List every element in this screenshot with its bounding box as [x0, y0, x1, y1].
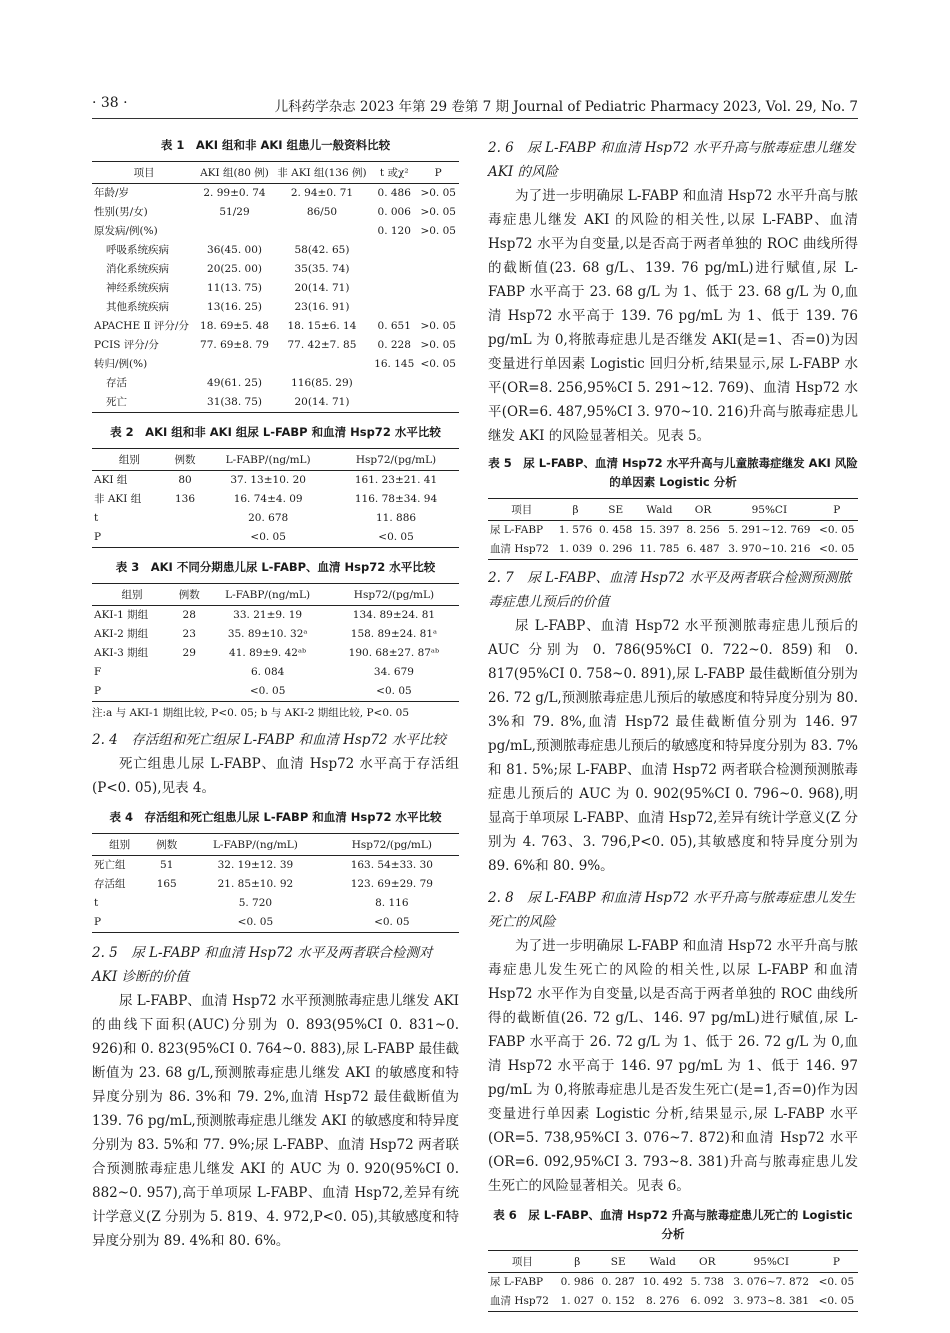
table4-header-cell: L-FABP/(ng/mL)	[186, 834, 324, 856]
left-column	[92, 132, 459, 1253]
table4-cell	[147, 913, 186, 933]
table6-header-cell: P	[815, 1251, 858, 1273]
table1-cell: 13(16. 25)	[207, 301, 262, 313]
section-2-7-title: 2. 7 尿 L-FABP、血清 Hsp72 水平及两者联合检测预测脓毒症患儿预后的价值	[488, 570, 852, 610]
table-row	[92, 471, 459, 491]
table5-header-cell: 95%CI	[723, 499, 816, 521]
table1-cell: 年龄/岁	[94, 187, 130, 199]
table3-cell: 134. 89±24. 81	[352, 609, 436, 621]
table5-header-cell: P	[816, 499, 858, 521]
table6-header-cell: β	[557, 1251, 598, 1273]
table-row	[92, 317, 459, 336]
table3-cell: 28	[182, 609, 196, 621]
header-rule	[92, 118, 858, 119]
table4-cell: 21. 85±10. 92	[217, 878, 294, 890]
table1-cell: 0. 486	[377, 187, 411, 199]
table1-cell: 原发病/例(%)	[94, 225, 158, 237]
table3-header-cell: 例数	[172, 584, 206, 606]
table-row	[92, 184, 459, 204]
table2-cell: 16. 74±4. 09	[233, 493, 303, 505]
table-row	[92, 490, 459, 509]
table1-cell: >0. 05	[420, 187, 456, 199]
table6-cell: 6. 092	[687, 1292, 728, 1312]
table4-cell: 165	[156, 878, 177, 890]
table3-header-cell: Hsp72/(pg/mL)	[329, 584, 459, 606]
table-row	[92, 644, 459, 663]
table2-cell: 非 AKI 组	[94, 493, 142, 505]
table6-cell: <0. 05	[815, 1292, 858, 1312]
table1-cell: 77. 42±7. 85	[287, 339, 357, 351]
table5-cell: 3. 970~10. 216	[723, 540, 816, 560]
table5-cell: 11. 785	[636, 540, 683, 560]
table1-cell: 0. 006	[377, 206, 411, 218]
table1-cell: 转归/例(%)	[94, 358, 148, 370]
table5-cell: 尿 L-FABP	[490, 524, 544, 536]
table3-cell	[172, 663, 206, 682]
table6-header-cell: 95%CI	[728, 1251, 815, 1273]
table2-header-cell: 组别	[92, 449, 167, 471]
table-row	[92, 856, 459, 876]
table1-cell: 呼吸系统疾病	[106, 244, 169, 256]
section-2-5-text: 尿 L-FABP、血清 Hsp72 水平预测脓毒症患儿继发 AKI 的曲线下面积(AUC)分别为 0. 893(95%CI 0. 831~0. 926)和 0. 823(95%CI 0. 764~0. 883),尿 L-FABP 最佳截断值为 23. 68 g/L,预测脓毒症患儿继发 AKI 的敏感度和特异度分别为 86. 3%和 79. 2%,血清 Hsp72 最佳截断值为 139. 76 pg/mL,预测脓毒症患儿继发 AKI 的敏感度和特异度分别为 83. 5%和 77. 9%;尿 L-FABP、血清 Hsp72 两者联合预测脓毒症患儿继发 AKI 的 AUC 为 0. 920(95%CI 0. 882~0. 957),高于单项尿 L-FABP、血清 Hsp72,差异有统计学意义(Z 分别为 5. 819、4. 972,P<0. 05),其敏感度和特异度分别为 89. 4%和 80. 6%。	[92, 993, 459, 1249]
table5-header-cell: SE	[596, 499, 636, 521]
table5-cell: 6. 487	[683, 540, 723, 560]
table-row	[92, 393, 459, 413]
table2-cell: 20. 678	[248, 512, 289, 524]
table1-cell	[417, 260, 459, 279]
table5	[488, 498, 858, 560]
table2-header-cell: 例数	[167, 449, 203, 471]
table1-cell	[371, 241, 417, 260]
table2-cell	[167, 509, 203, 528]
table1-cell: 2. 99±0. 74	[203, 187, 266, 199]
table-row	[92, 355, 459, 374]
section-2-7-text: 尿 L-FABP、血清 Hsp72 水平预测脓毒症患儿预后的 AUC 分别为 0. 786(95%CI 0. 722~0. 859)和 0. 817(95%CI 0. 758~0. 891),尿 L-FABP 最佳截断值分别为 26. 72 g/L,预测脓毒症患儿预后的敏感度和特异度分别为 80. 3%和 79. 8%,血清 Hsp72 最佳截断值分别为 146. 97 pg/mL,预测脓毒症患儿预后的敏感度和特异度分别为 83. 7%和 81. 5%;尿 L-FABP、血清 Hsp72 两者联合检测预测脓毒症患儿预后的 AUC 为 0. 902(95%CI 0. 796~0. 968),明显高于单项尿 L-FABP、血清 Hsp72,差异有统计学意义(Z 分别为 4. 763、3. 796,P<0. 05),其敏感度和特异度分别为 89. 6%和 80. 9%。	[488, 618, 858, 874]
table-row	[92, 875, 459, 894]
table2-cell	[167, 528, 203, 548]
table6-cell: 3. 973~8. 381	[728, 1292, 815, 1312]
table6-cell: 0. 287	[601, 1276, 635, 1288]
table3-cell: <0. 05	[329, 682, 459, 702]
table-row	[488, 540, 858, 560]
table1-cell: PCIS 评分/分	[94, 339, 159, 351]
table1-cell: 86/50	[306, 206, 338, 218]
table1-cell: APACHE Ⅱ 评分/分	[94, 320, 189, 332]
table1-cell	[417, 241, 459, 260]
table1-cell: >0. 05	[420, 320, 456, 332]
table1-cell: 31(38. 75)	[196, 393, 273, 413]
table2-cell: P	[92, 528, 167, 548]
table6-cell: 10. 492	[642, 1276, 683, 1288]
page-number: · 38 ·	[92, 95, 128, 111]
table3-note: 注:a 与 AKI-1 期组比较, P<0. 05; b 与 AKI-2 期组比较, P<0. 05	[92, 707, 410, 719]
table-row	[92, 663, 459, 682]
table1-cell	[417, 374, 459, 393]
table-row	[92, 625, 459, 644]
table1-cell: 其他系统疾病	[106, 301, 169, 313]
table-row	[488, 1292, 858, 1312]
section-2-4-title: 2. 4 存活组和死亡组尿 L-FABP 和血清 Hsp72 水平比较	[92, 732, 446, 748]
table3-cell: 190. 68±27. 87ᵃᵇ	[348, 647, 440, 659]
table6-cell: <0. 05	[818, 1276, 855, 1288]
table4-cell: 123. 69±29. 79	[350, 878, 433, 890]
table-row	[488, 1273, 858, 1293]
table1-caption: 表 1 AKI 组和非 AKI 组患儿一般资料比较	[160, 138, 391, 152]
table-row	[92, 336, 459, 355]
table1-cell: 性别(男/女)	[94, 206, 148, 218]
table2-header-cell: L-FABP/(ng/mL)	[203, 449, 333, 471]
table4-cell: <0. 05	[325, 913, 459, 933]
table4	[92, 833, 459, 933]
table2-header-cell: Hsp72/(pg/mL)	[333, 449, 459, 471]
table-row	[92, 374, 459, 393]
table-row	[92, 222, 459, 241]
table1-cell	[371, 393, 417, 413]
table4-cell: P	[92, 913, 147, 933]
table-row	[92, 298, 459, 317]
table-row	[92, 894, 459, 913]
table1-header-cell: P	[417, 162, 459, 184]
table3-cell	[172, 682, 206, 702]
table6-header-cell: 项目	[488, 1251, 557, 1273]
table3-cell: 35. 89±10. 32ᵃ	[227, 628, 308, 640]
table1-cell: 35(35. 74)	[294, 263, 350, 275]
table-row	[92, 241, 459, 260]
journal-title: 儿科药学杂志 2023 年第 29 卷第 7 期 Journal of Pediatric Pharmacy 2023, Vol. 29, No. 7	[274, 99, 858, 115]
table4-cell: 32. 19±12. 39	[217, 859, 294, 871]
table4-cell: 8. 116	[375, 897, 409, 909]
table1-cell: 20(14. 71)	[273, 393, 371, 413]
table6-header-cell: SE	[598, 1251, 639, 1273]
table4-caption: 表 4 存活组和死亡组患儿尿 L-FABP 和血清 Hsp72 水平比较	[109, 810, 442, 824]
table1-cell: 消化系统疾病	[106, 263, 169, 275]
table1-cell: 20(14. 71)	[294, 282, 350, 294]
table2-cell: 161. 23±21. 41	[354, 474, 438, 486]
table4-cell: <0. 05	[186, 913, 324, 933]
table5-header-cell: OR	[683, 499, 723, 521]
table2-cell: <0. 05	[333, 528, 459, 548]
table4-cell: 163. 54±33. 30	[350, 859, 433, 871]
table3-cell: AKI-1 期组	[94, 609, 149, 621]
table5-cell: 1. 576	[558, 524, 593, 536]
table3-cell: AKI-3 期组	[94, 647, 149, 659]
table1-cell	[417, 298, 459, 317]
table3-cell: F	[94, 666, 102, 678]
table1-cell: 58(42. 65)	[294, 244, 350, 256]
table3-cell: AKI-2 期组	[94, 628, 149, 640]
table5-cell: 5. 291~12. 769	[728, 524, 811, 536]
table4-cell: 存活组	[94, 878, 126, 890]
table1-cell: 77. 69±8. 79	[200, 339, 269, 351]
table-row	[92, 606, 459, 626]
table6-caption: 表 6 尿 L-FABP、血清 Hsp72 升高与脓毒症患儿死亡的 Logistic 分析	[493, 1208, 853, 1241]
table5-header-cell: 项目	[488, 499, 556, 521]
table5-cell: 血清 Hsp72	[488, 540, 556, 560]
table6-cell: 5. 738	[690, 1276, 724, 1288]
table1-cell: 11(13. 75)	[207, 282, 262, 294]
table1-cell: 0. 651	[377, 320, 411, 332]
table2-caption: 表 2 AKI 组和非 AKI 组尿 L-FABP 和血清 Hsp72 水平比较	[110, 425, 441, 439]
table1-cell: <0. 05	[420, 358, 456, 370]
table5-cell: 0. 296	[596, 540, 636, 560]
table1-cell: 死亡	[92, 393, 196, 413]
table6-cell: 0. 152	[598, 1292, 639, 1312]
table2	[92, 448, 459, 548]
table2-cell: 80	[178, 474, 192, 486]
table1-cell: >0. 05	[420, 225, 456, 237]
table4-header-cell: 组别	[92, 834, 147, 856]
table1-cell	[417, 279, 459, 298]
table-row	[488, 521, 858, 541]
table6-cell: 尿 L-FABP	[490, 1276, 544, 1288]
table2-cell: 11. 886	[375, 512, 417, 524]
table1-cell	[273, 355, 371, 374]
table3-cell: P	[92, 682, 172, 702]
table2-cell: t	[94, 512, 99, 524]
table5-cell: <0. 05	[816, 540, 858, 560]
table1-cell: 36(45. 00)	[207, 244, 262, 256]
table-row	[92, 913, 459, 933]
table1-header-cell: AKI 组(80 例)	[196, 162, 273, 184]
table5-cell: 8. 256	[686, 524, 720, 536]
table1-cell: 2. 94±0. 71	[290, 187, 354, 199]
table3-cell: 158. 89±24. 81ᵃ	[350, 628, 438, 640]
table3-cell: 41. 89±9. 42ᵃᵇ	[229, 647, 307, 659]
table-row	[92, 509, 459, 528]
table1-header-cell: 项目	[92, 162, 196, 184]
table6-cell: 1. 027	[557, 1292, 598, 1312]
table4-cell	[147, 894, 186, 913]
table3-cell: 23	[182, 628, 196, 640]
table2-cell: 116. 78±34. 94	[354, 493, 438, 505]
section-2-6-text: 为了进一步明确尿 L-FABP 和血清 Hsp72 水平升高与脓毒症患儿继发 AKI 的风险的相关性,以尿 L-FABP、血清 Hsp72 水平为自变量,以是否高于两者单独的 ROC 曲线所得的截断值(23. 68 g/L、139. 76 pg/mL)进行赋值,尿 L-FABP 水平高于 23. 68 g/L 为 1、低于 23. 68 g/L 为 0,血清 Hsp72 水平高于 139. 76 pg/mL 为 1、低于 139. 76 pg/mL 为 0,将脓毒症患儿是否继发 AKI(是=1、否=0)为因变量进行单因素 Logistic 回归分析,结果显示,尿 L-FABP 水平(OR=8. 256,95%CI 5. 291~12. 769)、血清 Hsp72 水平(OR=6. 487,95%CI 3. 970~10. 216)升高与脓毒症患儿继发 AKI 的风险显著相关。见表 5。	[488, 188, 858, 444]
table6-cell: 3. 076~7. 872	[733, 1276, 810, 1288]
table3-cell: 29	[182, 647, 196, 659]
table1-cell	[371, 374, 417, 393]
page-header	[92, 95, 858, 119]
table1-header-cell: t 或χ²	[371, 162, 417, 184]
table-row	[92, 203, 459, 222]
table6-header-cell: Wald	[639, 1251, 687, 1273]
table3-caption: 表 3 AKI 不同分期患儿尿 L-FABP、血清 Hsp72 水平比较	[115, 560, 436, 574]
table1-cell	[417, 393, 459, 413]
table1-cell	[196, 355, 273, 374]
table6	[488, 1250, 858, 1312]
table5-cell: 1. 039	[556, 540, 596, 560]
table1-cell	[273, 222, 371, 241]
table-row	[92, 279, 459, 298]
table3-header-cell: 组别	[92, 584, 172, 606]
table1	[92, 161, 459, 413]
table2-cell: 37. 13±10. 20	[230, 474, 306, 486]
table1-cell	[371, 298, 417, 317]
table4-header-cell: 例数	[147, 834, 186, 856]
table1-cell: 18. 15±6. 14	[287, 320, 357, 332]
table1-cell: 神经系统疾病	[106, 282, 169, 294]
table1-cell: 存活	[106, 377, 127, 389]
table1-header-cell: 非 AKI 组(136 例)	[273, 162, 371, 184]
table1-cell: 51/29	[219, 206, 250, 218]
table4-header-cell: Hsp72/(pg/mL)	[325, 834, 459, 856]
table5-header-cell: Wald	[636, 499, 683, 521]
table1-cell: >0. 05	[420, 339, 456, 351]
table5-cell: 0. 458	[598, 524, 633, 536]
table4-cell: 5. 720	[238, 897, 273, 909]
table4-cell: 51	[160, 859, 174, 871]
table1-cell: 20(25. 00)	[207, 263, 262, 275]
table1-cell: 18. 69±5. 48	[200, 320, 269, 332]
table-row	[92, 682, 459, 702]
section-2-4-text: 死亡组患儿尿 L-FABP、血清 Hsp72 水平高于存活组(P<0. 05),见表 4。	[92, 756, 459, 796]
section-2-8-title: 2. 8 尿 L-FABP 和血清 Hsp72 水平升高与脓毒症患儿发生死亡的风险	[488, 890, 856, 930]
table2-cell: <0. 05	[203, 528, 333, 548]
table1-cell	[196, 222, 273, 241]
table5-caption: 表 5 尿 L-FABP、血清 Hsp72 水平升高与儿童脓毒症继发 AKI 风险的单因素 Logistic 分析	[488, 456, 858, 489]
table5-cell: <0. 05	[819, 524, 855, 536]
table5-cell: 15. 397	[639, 524, 680, 536]
table4-cell: t	[94, 897, 99, 909]
table-row	[92, 260, 459, 279]
table2-cell: AKI 组	[94, 474, 128, 486]
table1-cell: 0. 120	[377, 225, 411, 237]
table1-cell: 116(85. 29)	[291, 377, 353, 389]
table3-cell: 6. 084	[250, 666, 285, 678]
right-column	[488, 132, 858, 1312]
section-2-8-text: 为了进一步明确尿 L-FABP 和血清 Hsp72 水平升高与脓毒症患儿发生死亡的风险的相关性,以尿 L-FABP 和血清 Hsp72 水平作为自变量,以是否高于两者单独的 ROC 曲线所得的截断值(26. 72 g/L、146. 97 pg/mL)进行赋值,尿 L-FABP 水平高于 26. 72 g/L 为 1、低于 26. 72 g/L 为 0,血清 Hsp72 水平高于 146. 97 pg/mL 为 1、低于 146. 97 pg/mL 为 0,将脓毒症患儿是否发生死亡(是=1,否=0)作为因变量进行单因素 Logistic 分析,结果显示,尿 L-FABP 水平(OR=5. 738,95%CI 3. 076~7. 872)和血清 Hsp72 水平(OR=6. 092,95%CI 3. 793~8. 381)升高与脓毒症患儿发生死亡的风险显著相关。见表 6。	[488, 938, 858, 1194]
table1-cell	[371, 260, 417, 279]
table3-cell: 34. 679	[373, 666, 414, 678]
table6-cell: 0. 986	[560, 1276, 594, 1288]
table-row	[92, 528, 459, 548]
table3	[92, 583, 459, 702]
table1-cell: >0. 05	[420, 206, 456, 218]
table3-header-cell: L-FABP/(ng/mL)	[206, 584, 328, 606]
table3-cell: 33. 21±9. 19	[233, 609, 303, 621]
table6-cell: 8. 276	[639, 1292, 687, 1312]
table2-cell: 136	[174, 493, 196, 505]
table1-cell: 49(61. 25)	[207, 377, 262, 389]
table1-cell	[371, 279, 417, 298]
section-2-6-title: 2. 6 尿 L-FABP 和血清 Hsp72 水平升高与脓毒症患儿继发 AKI 的风险	[488, 140, 856, 180]
table4-cell: 死亡组	[94, 859, 126, 871]
table6-header-cell: OR	[687, 1251, 728, 1273]
table6-cell: 血清 Hsp72	[488, 1292, 557, 1312]
table1-cell: 16. 145	[374, 358, 415, 370]
table5-header-cell: β	[556, 499, 596, 521]
section-2-5-title: 2. 5 尿 L-FABP 和血清 Hsp72 水平及两者联合检测对 AKI 诊断的价值	[92, 945, 433, 985]
table1-cell: 0. 228	[377, 339, 411, 351]
table1-cell: 23(16. 91)	[294, 301, 350, 313]
table3-cell: <0. 05	[206, 682, 328, 702]
